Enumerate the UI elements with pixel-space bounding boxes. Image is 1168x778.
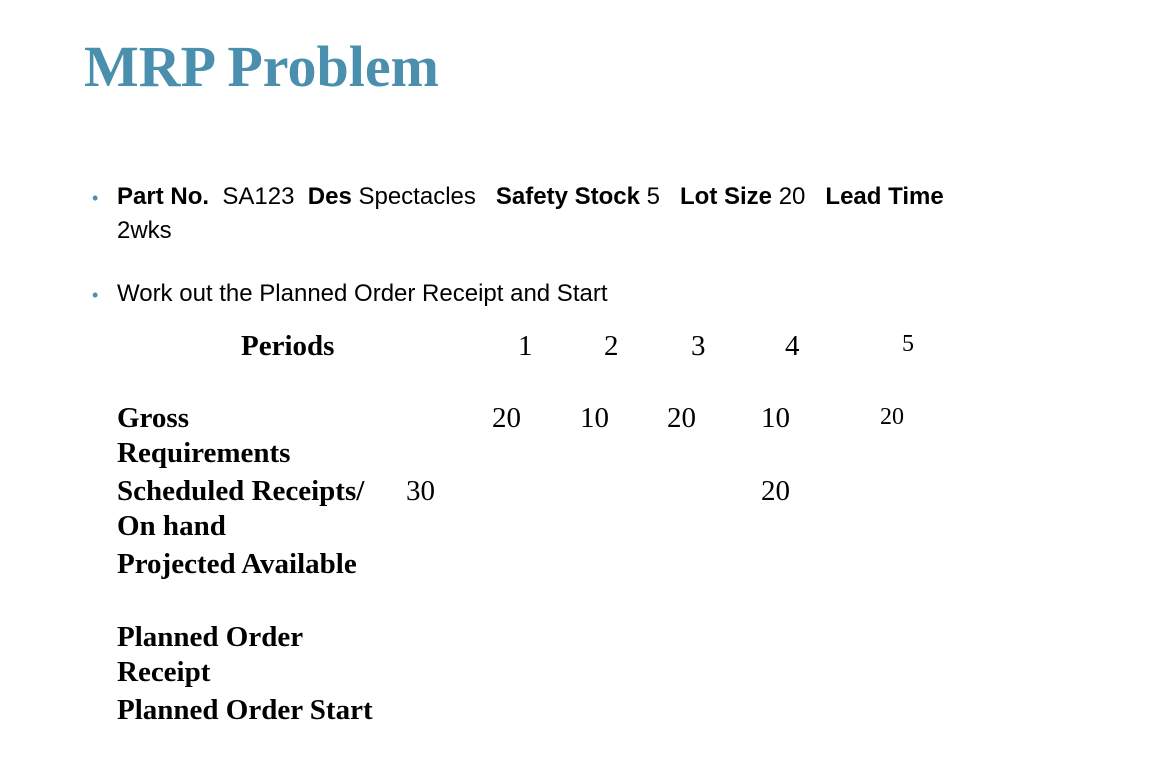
gross-requirements-label: Gross xyxy=(117,402,189,434)
instruction-text: Work out the Planned Order Receipt and Start xyxy=(117,280,608,307)
slide-title: MRP Problem xyxy=(84,34,439,99)
safety-stock-value: 5 xyxy=(646,183,660,210)
lot-size-label: Lot Size xyxy=(680,183,773,210)
planned-order-start-label: Planned Order Start xyxy=(117,694,373,726)
part-info-line xyxy=(117,180,944,214)
part-no-label: Part No. xyxy=(117,183,210,210)
period-header: 5 xyxy=(902,331,914,357)
period-header: 1 xyxy=(518,330,533,362)
lead-time-label: Lead Time xyxy=(825,183,944,210)
planned-order-receipt-label: Planned Order xyxy=(117,621,304,653)
gross-requirement-value: 10 xyxy=(761,402,790,434)
gross-requirement-value: 10 xyxy=(580,402,609,434)
scheduled-receipts-label: On hand xyxy=(117,510,226,542)
period-header: 4 xyxy=(785,330,800,362)
lead-time-value: 2wks xyxy=(117,217,172,244)
bullet-marker: • xyxy=(92,188,99,208)
part-no-value: SA123 xyxy=(222,183,295,210)
scheduled-receipt-value: 20 xyxy=(761,475,790,507)
gross-requirements-label: Requirements xyxy=(117,437,291,469)
gross-requirement-value: 20 xyxy=(667,402,696,434)
scheduled-receipts-label: Scheduled Receipts/ xyxy=(117,475,365,507)
lot-size-value: 20 xyxy=(778,183,806,210)
planned-order-receipt-label: Receipt xyxy=(117,656,211,688)
periods-label: Periods xyxy=(241,330,335,362)
on-hand-value: 30 xyxy=(406,475,435,507)
gross-requirement-value: 20 xyxy=(880,404,904,430)
projected-available-label: Projected Available xyxy=(117,548,357,580)
period-header: 2 xyxy=(604,330,619,362)
gross-requirement-value: 20 xyxy=(492,402,521,434)
des-value: Spectacles xyxy=(358,183,476,210)
des-label: Des xyxy=(307,183,352,210)
safety-stock-label: Safety Stock xyxy=(495,183,640,210)
period-header: 3 xyxy=(691,330,706,362)
bullet-marker: • xyxy=(92,285,99,305)
